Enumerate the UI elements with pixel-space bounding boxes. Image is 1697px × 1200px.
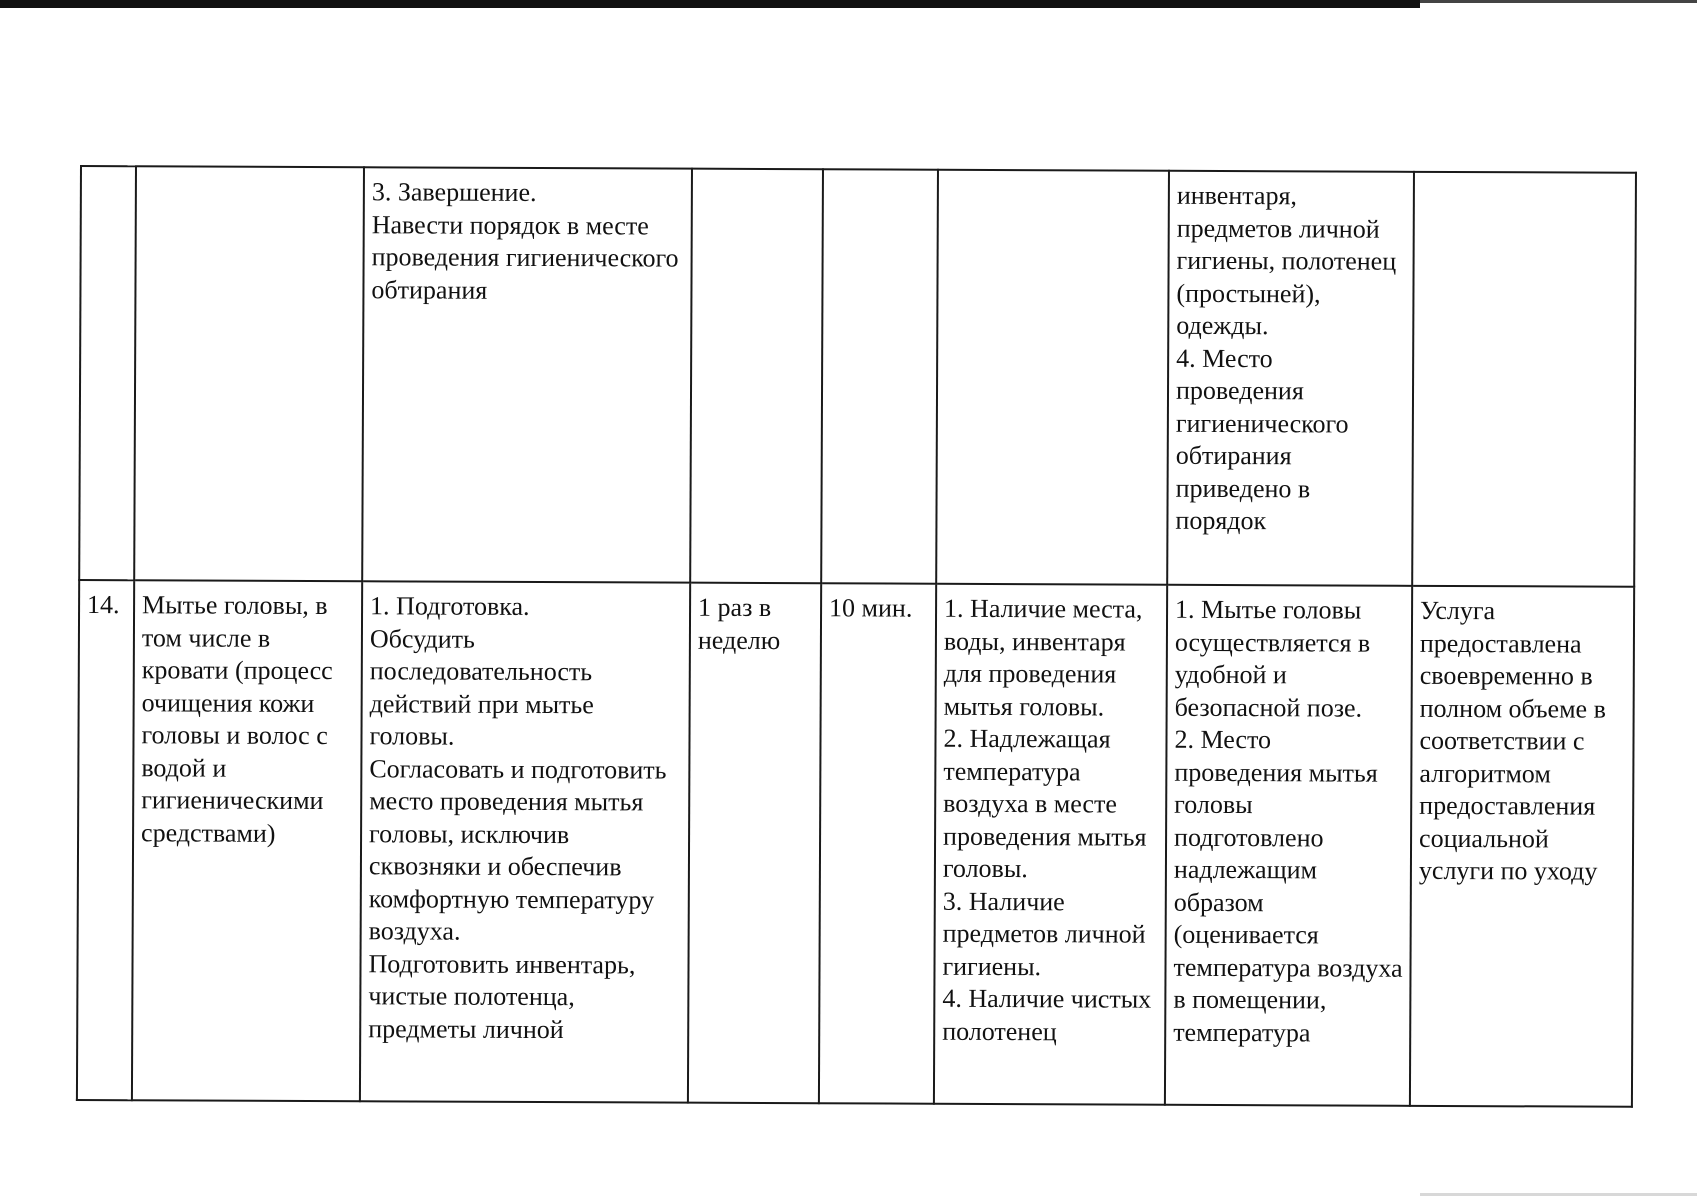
procedure-text: 3. Завершение. Навести порядок в месте проведения гигиенического обтирания: [371, 177, 679, 305]
evaluation-text: Услуга предоставлена своевременно в полном объеме в соответствии с алгоритмом предоставления социальной услуги по уходу: [1418, 595, 1606, 886]
frequency-text: 1 раз в неделю: [697, 592, 781, 655]
procedure-cell: [362, 167, 692, 582]
row-number-cell: [79, 166, 136, 580]
evaluation-cell: [1410, 586, 1634, 1107]
scan-top-edge-thin: [1420, 0, 1697, 3]
results-text: 1. Мытье головы осуществляется в удобной и безопасной позе. 2. Место проведения мытья головы подготовлено надлежащим образом (оценивается температура воздуха в помещении, температура: [1173, 594, 1403, 1047]
results-cell: [1165, 585, 1412, 1106]
results-text: инвентаря, предметов личной гигиены, полотенец (простыней), одежды. 4. Место проведения гигиенического обтирания приведено в порядок: [1175, 180, 1397, 536]
service-name: Мытье головы, в том числе в кровати (процесс очищения кожи головы и волос с водой и гигиеническими средствами): [141, 590, 333, 848]
duration-cell: [821, 169, 938, 583]
frequency-cell: [688, 583, 821, 1104]
conditions-cell: [936, 170, 1169, 585]
table-row: [79, 166, 1636, 587]
table-row: [77, 580, 1634, 1107]
service-name-cell: [132, 580, 362, 1101]
row-number-cell: [77, 580, 134, 1100]
procedure-text: 1. Подготовка. Обсудить последовательность действий при мытье головы. Согласовать и подготовить место проведения мытья головы, исключив сквозняки и обеспечив комфортную температуру воздуха. Подготовить инвентарь, чистые полотенца, предметы личной: [368, 591, 667, 1044]
service-name-cell: [134, 166, 364, 581]
row-number: 14.: [87, 590, 120, 620]
procedure-cell: [360, 581, 690, 1102]
results-cell: [1167, 171, 1414, 586]
duration-cell: [819, 583, 936, 1103]
services-table: [76, 165, 1637, 1108]
conditions-text: 1. Наличие места, воды, инвентаря для проведения мытья головы. 2. Надлежащая температура воздуха в месте проведения мытья головы. 3. Наличие предметов личной гигиены. 4. Наличие чистых полотенец: [942, 593, 1152, 1046]
conditions-cell: [934, 584, 1167, 1105]
evaluation-cell: [1412, 172, 1636, 587]
scan-bottom-smudge: [1420, 1193, 1697, 1196]
duration-text: 10 мин.: [829, 593, 913, 623]
scan-top-edge: [0, 0, 1420, 8]
frequency-cell: [690, 169, 823, 584]
